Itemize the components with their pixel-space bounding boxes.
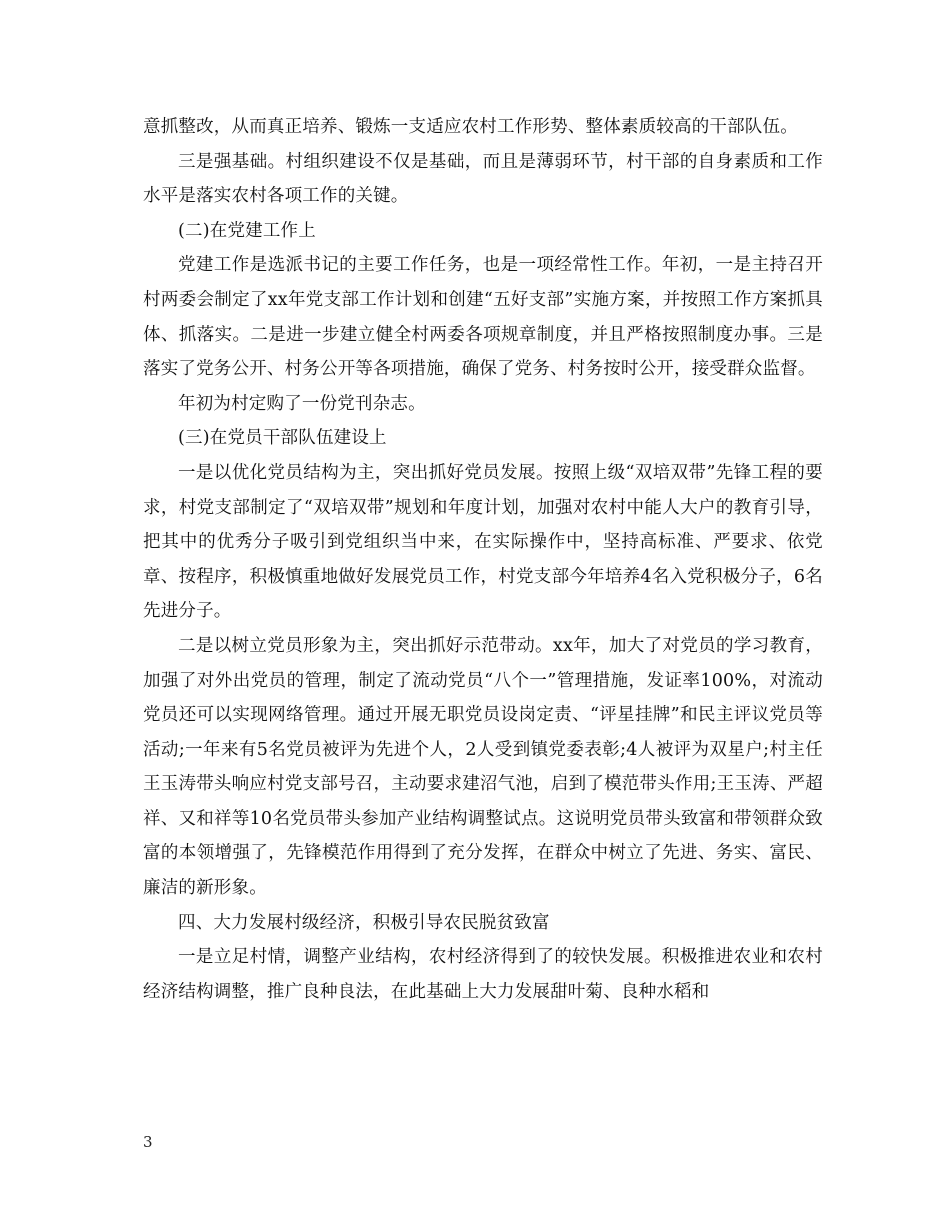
section-heading-village-economy: 四、大力发展村级经济，积极引导农民脱贫致富 bbox=[178, 912, 550, 933]
paragraph-continuation: 意抓整改，从而真正培养、锻炼一支适应农村工作形势、整体素质较高的干部队伍。 bbox=[143, 117, 798, 137]
section-heading-cadre-team: (三)在党员干部队伍建设上 bbox=[178, 428, 387, 449]
paragraph-member-development: 一是以优化党员结构为主，突出抓好党员发展。按照上级“双培双带”先锋工程的要求，村党支部制定了“双培双带”规划和年度计划，加强对农村中能人大户的教育引导，把其中的优秀分子吸引到党组织当中来，在实际操作中，坚持高标准、严要求、依党章、按程序，积极慎重地做好发展党员工作，村党支部今年培养4名入党积极分子，6名先进分子。 bbox=[143, 462, 823, 622]
paragraph-member-image: 二是以树立党员形象为主，突出抓好示范带动。xx年，加大了对党员的学习教育，加强了对外出党员的管理，制定了流动党员“八个一”管理措施，发证率100%，对流动党员还可以实现网络管理。通过开展无职党员设岗定责、“评星挂牌”和民主评议党员等活动;一年来有5名党员被评为先进个人，2人受到镇党委表彰;4人被评为双星户;村主任王玉涛带头响应村党支部号召，主动要求建沼气池，启到了模范带头作用;王玉涛、严超祥、又和祥等10名党员带头参加产业结构调整试点。这说明党员带头致富和带领群众致富的本领增强了，先锋模范作用得到了充分发挥，在群众中树立了先进、务实、富民、廉洁的新形象。 bbox=[143, 635, 823, 899]
paragraph-strengthen-foundation: 三是强基础。村组织建设不仅是基础，而且是薄弱环节，村干部的自身素质和工作水平是落实农村各项工作的关键。 bbox=[143, 151, 823, 207]
paragraph-party-building-work: 党建工作是选派书记的主要工作任务，也是一项经常性工作。年初，一是主持召开村两委会制定了xx年党支部工作计划和创建“五好支部”实施方案，并按照工作方案抓具体、抓落实。二是进一步建立健全村两委各项规章制度，并且严格按照制度办事。三是落实了党务公开、村务公开等各项措施，确保了党务、村务按时公开，接受群众监督。 bbox=[143, 255, 823, 380]
paragraph-industry-structure: 一是立足村情，调整产业结构，农村经济得到了的较快发展。积极推进农业和农村经济结构调整，推广良种良法，在此基础上大力发展甜叶菊、良种水稻和 bbox=[143, 947, 823, 1002]
page-number: 3 bbox=[143, 1133, 153, 1151]
section-heading-party-building: (二)在党建工作上 bbox=[178, 220, 316, 241]
document-body bbox=[143, 110, 823, 1009]
paragraph-party-magazine: 年初为村定购了一份党刊杂志。 bbox=[178, 393, 426, 414]
